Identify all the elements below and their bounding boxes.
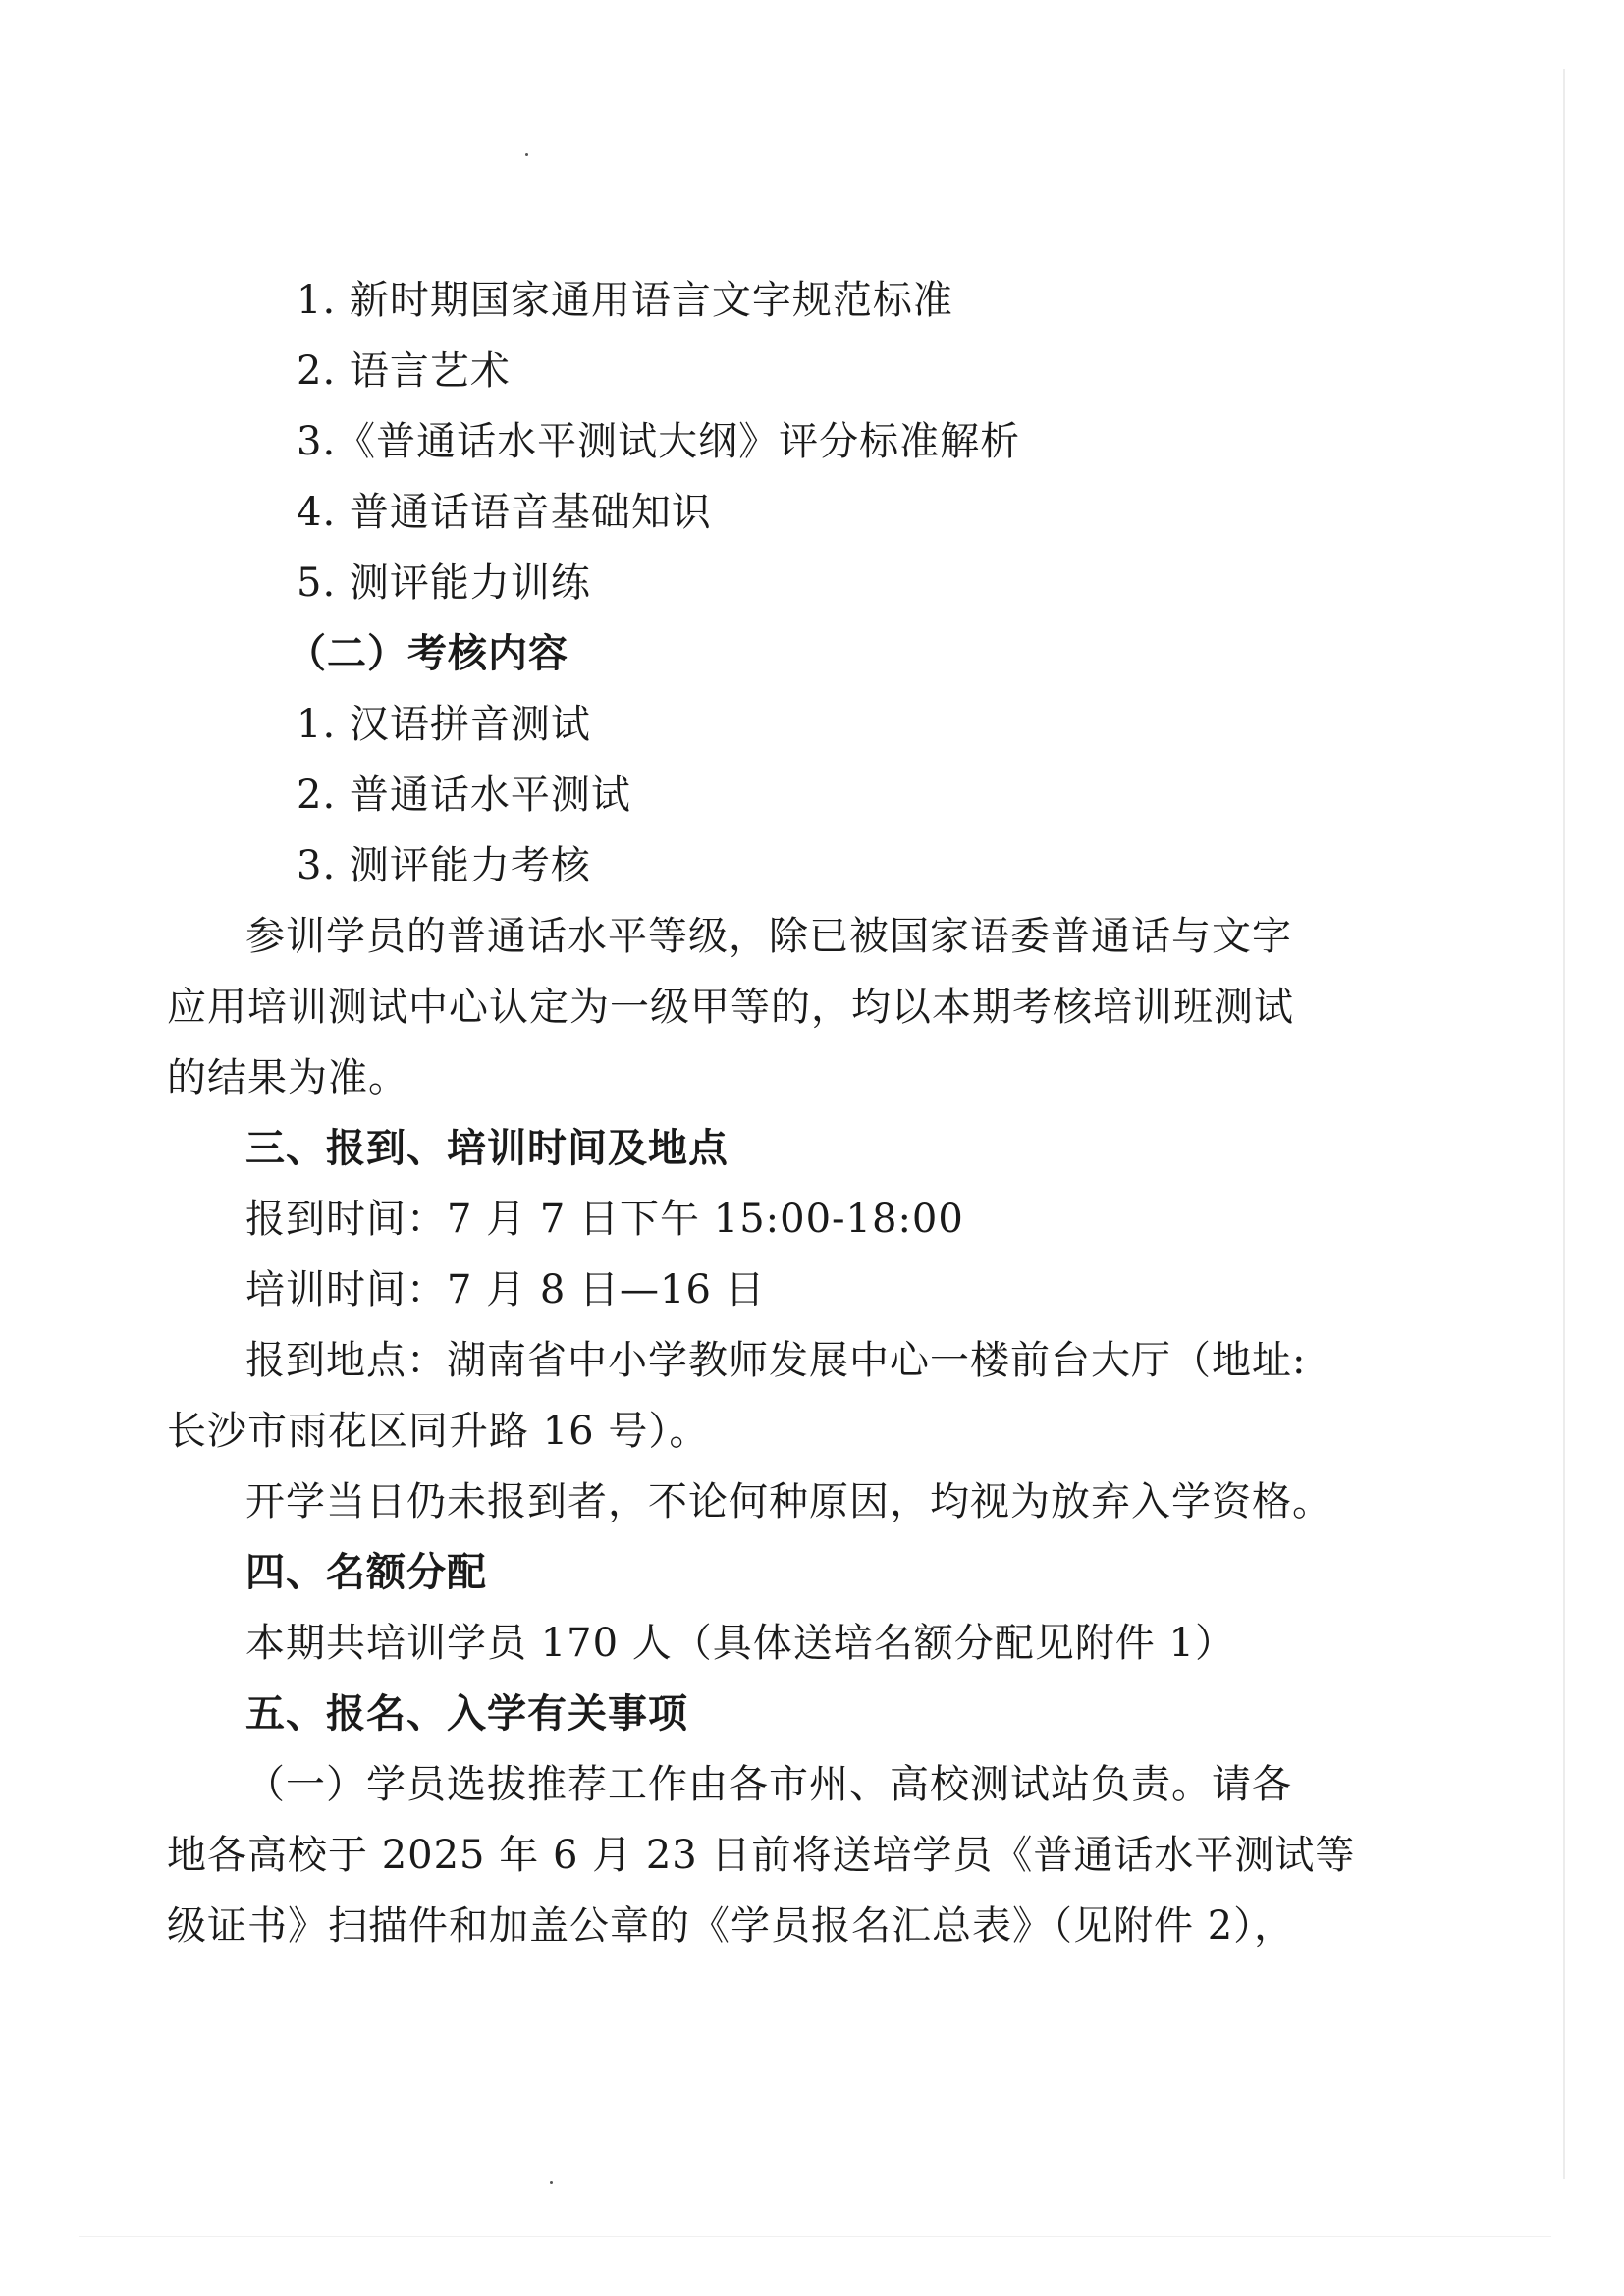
scan-speck [550, 2181, 553, 2184]
report-location-line: 报到地点：湖南省中小学教师发展中心一楼前台大厅（地址: [245, 1338, 1307, 1383]
assessment-paragraph-line: 的结果为准。 [167, 1055, 408, 1100]
scan-speck [525, 153, 528, 156]
section-five-heading: 五、报名、入学有关事项 [245, 1691, 688, 1736]
training-item: 5. 测评能力训练 [297, 561, 591, 606]
assessment-item: 2. 普通话水平测试 [297, 773, 631, 818]
registration-line: 级证书》扫描件和加盖公章的《学员报名汇总表》（见附件 2）， [167, 1903, 1295, 1949]
section-four-heading: 四、名额分配 [245, 1550, 487, 1595]
training-item: 4. 普通话语音基础知识 [297, 490, 712, 535]
assessment-paragraph-line: 应用培训测试中心认定为一级甲等的，均以本期考核培训班测试 [167, 985, 1294, 1030]
quota-text: 本期共培训学员 170 人（具体送培名额分配见附件 1） [245, 1621, 1235, 1666]
training-item: 2. 语言艺术 [297, 348, 511, 394]
assessment-heading: （二）考核内容 [287, 630, 568, 676]
scan-bottom-line [79, 2236, 1551, 2237]
training-item: 1. 新时期国家通用语言文字规范标准 [297, 278, 953, 323]
assessment-item: 3. 测评能力考核 [297, 843, 591, 888]
assessment-paragraph-line: 参训学员的普通话水平等级，除已被国家语委普通话与文字 [245, 914, 1292, 959]
report-time: 报到时间：7 月 7 日下午 15:00-18:00 [245, 1197, 964, 1242]
assessment-item: 1. 汉语拼音测试 [297, 702, 591, 747]
section-three-heading: 三、报到、培训时间及地点 [245, 1126, 729, 1171]
registration-line: （一）学员选拔推荐工作由各市州、高校测试站负责。请各 [245, 1762, 1292, 1807]
document-body [167, 265, 1424, 1961]
training-time: 培训时间：7 月 8 日—16 日 [245, 1267, 766, 1312]
registration-line: 地各高校于 2025 年 6 月 23 日前将送培学员《普通话水平测试等 [167, 1833, 1356, 1878]
report-location-line: 长沙市雨花区同升路 16 号）。 [167, 1409, 710, 1454]
training-item: 3.《普通话水平测试大纲》评分标准解析 [297, 419, 1021, 464]
enrollment-notice: 开学当日仍未报到者，不论何种原因，均视为放弃入学资格。 [245, 1479, 1332, 1524]
scan-edge-line [1563, 69, 1565, 2179]
